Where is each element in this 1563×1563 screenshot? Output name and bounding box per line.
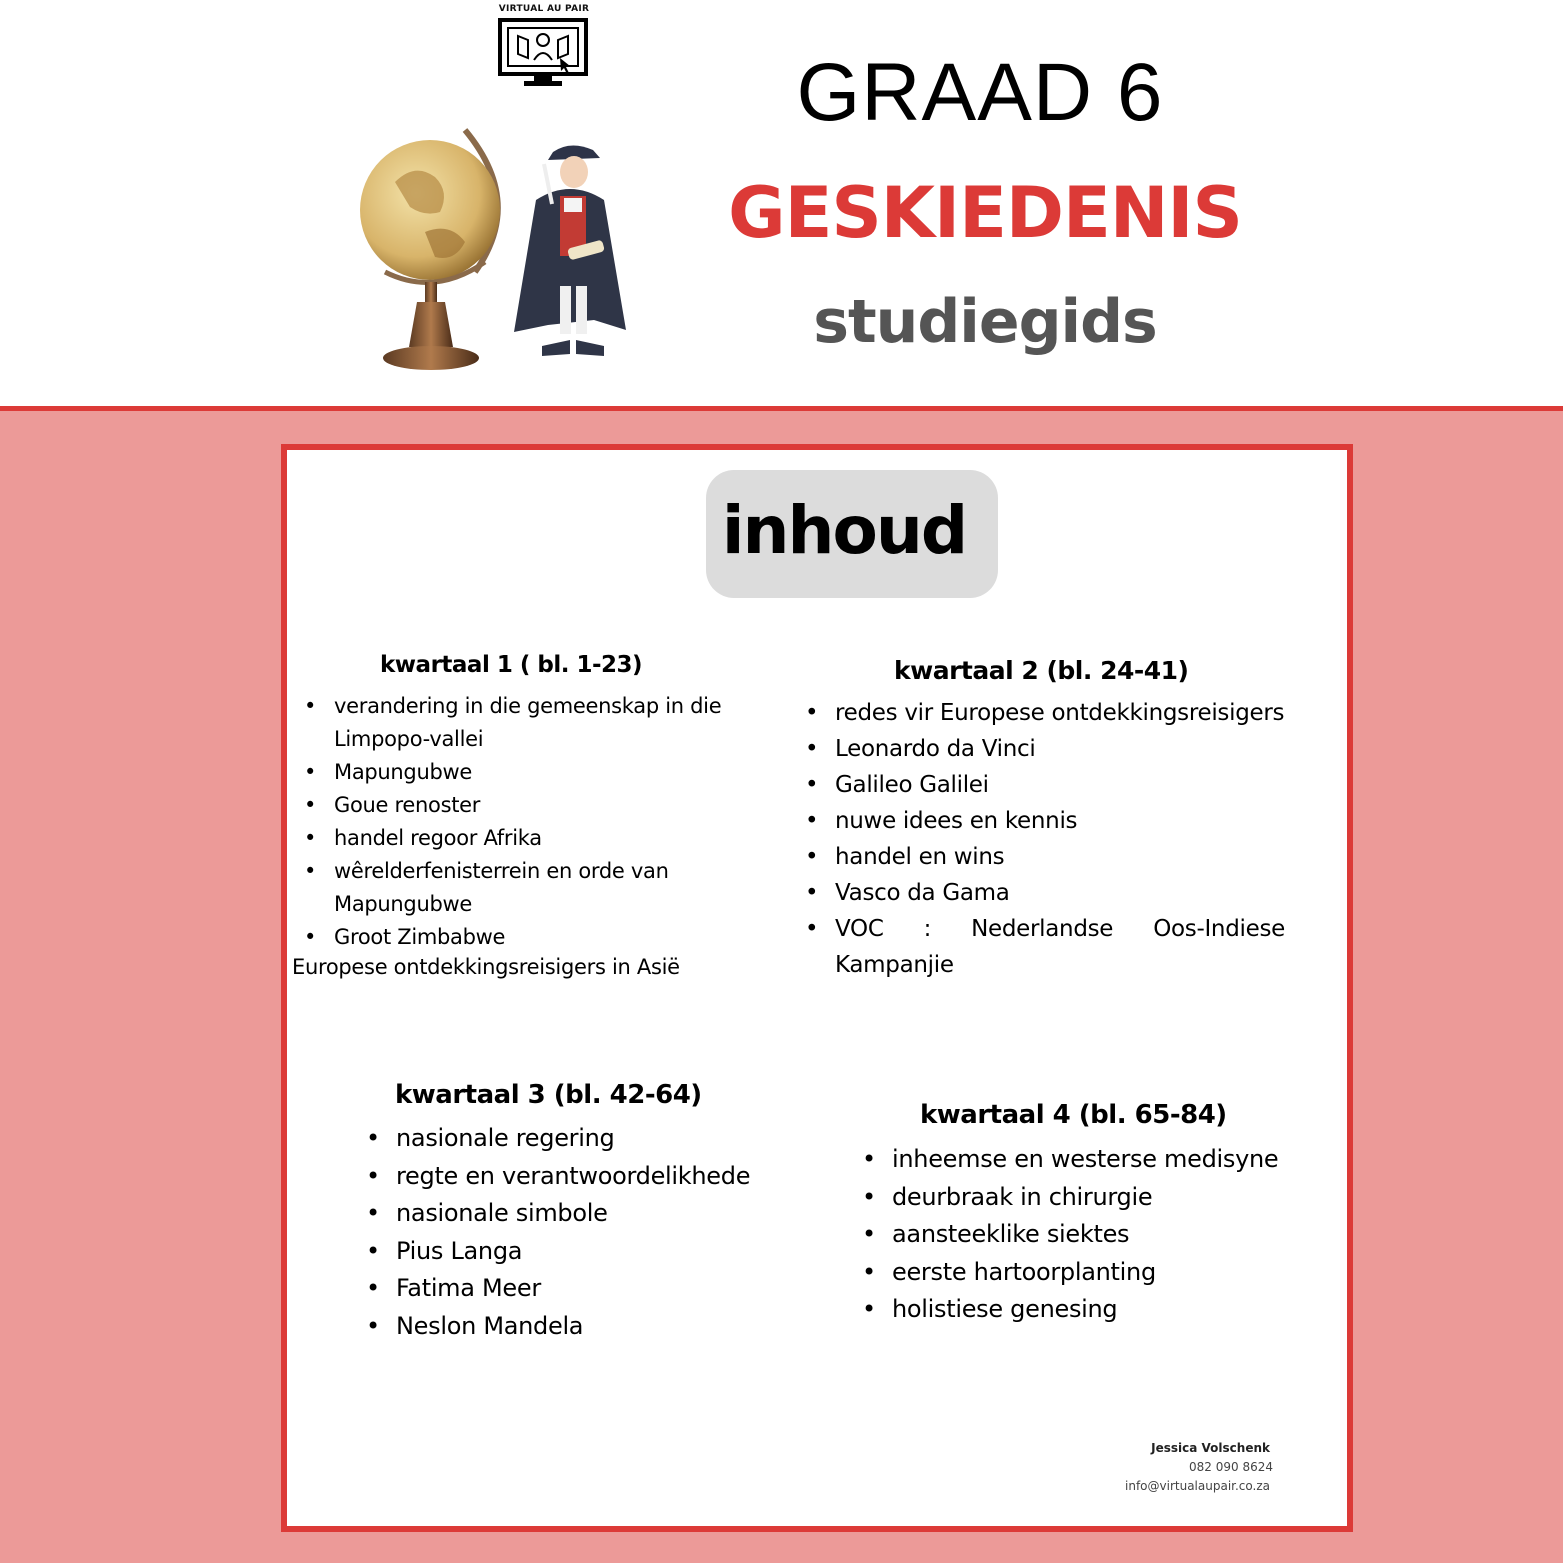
subject-title: GESKIEDENIS [728,172,1242,254]
quarter-1-heading: kwartaal 1 ( bl. 1-23) [380,652,643,678]
list-item: • Pius Langa [358,1233,778,1271]
list-item: • Mapungubwe [296,756,736,789]
contact-name: Jessica Volschenk [1151,1441,1270,1455]
list-item: • Fatima Meer [358,1270,778,1308]
quarter-3-heading: kwartaal 3 (bl. 42-64) [395,1080,702,1110]
globe-illustration [355,122,515,374]
contact-email: info@virtualaupair.co.za [1125,1479,1270,1493]
list-item: • inheemse en westerse medisyne [854,1141,1294,1179]
list-item: • VOC : Nederlandse Oos-Indiese Kampanjie [797,911,1285,983]
list-item: • deurbraak in chirurgie [854,1179,1294,1217]
list-item: • wêrelderfenisterrein en orde van Mapungubwe [296,855,736,921]
virtual-au-pair-logo [494,4,594,90]
contact-phone: 082 090 8624 [1189,1460,1273,1474]
list-item: • Leonardo da Vinci [797,731,1285,767]
list-item: • Groot Zimbabwe [296,921,736,954]
list-item: • nasionale regering [358,1120,778,1158]
guide-subtitle: studiegids [813,287,1157,357]
quarter-2-heading: kwartaal 2 (bl. 24-41) [894,656,1189,685]
contents-title: inhoud [721,492,967,569]
explorer-illustration [508,140,632,368]
contents-card [281,444,1353,1532]
quarter-1-list [296,690,736,954]
list-item: • redes vir Europese ontdekkingsreisigers [797,695,1285,731]
list-item: • Neslon Mandela [358,1308,778,1346]
list-item: • aansteeklike siektes [854,1216,1294,1254]
list-item: • verandering in die gemeenskap in die Limpopo-vallei [296,690,736,756]
list-item: • eerste hartoorplanting [854,1254,1294,1292]
list-item: • nasionale simbole [358,1195,778,1233]
monitor-teacher-logo-icon [498,18,590,88]
list-item: • Vasco da Gama [797,875,1285,911]
header [0,0,1563,406]
logo-text: VIRTUAL AU PAIR [498,4,590,14]
quarter-3-list [358,1120,778,1345]
list-item: • handel en wins [797,839,1285,875]
list-item: • regte en verantwoordelikhede [358,1158,778,1196]
grade-title: GRAAD 6 [796,47,1164,138]
quarter-4-list [854,1141,1294,1329]
quarter-4-heading: kwartaal 4 (bl. 65-84) [920,1100,1227,1130]
list-item: • Goue renoster [296,789,736,822]
list-item: • handel regoor Afrika [296,822,736,855]
quarter-1-extra-line: Europese ontdekkingsreisigers in Asië [292,955,680,979]
list-item: • nuwe idees en kennis [797,803,1285,839]
list-item: • Galileo Galilei [797,767,1285,803]
list-item: • holistiese genesing [854,1291,1294,1329]
quarter-2-list [797,695,1285,983]
